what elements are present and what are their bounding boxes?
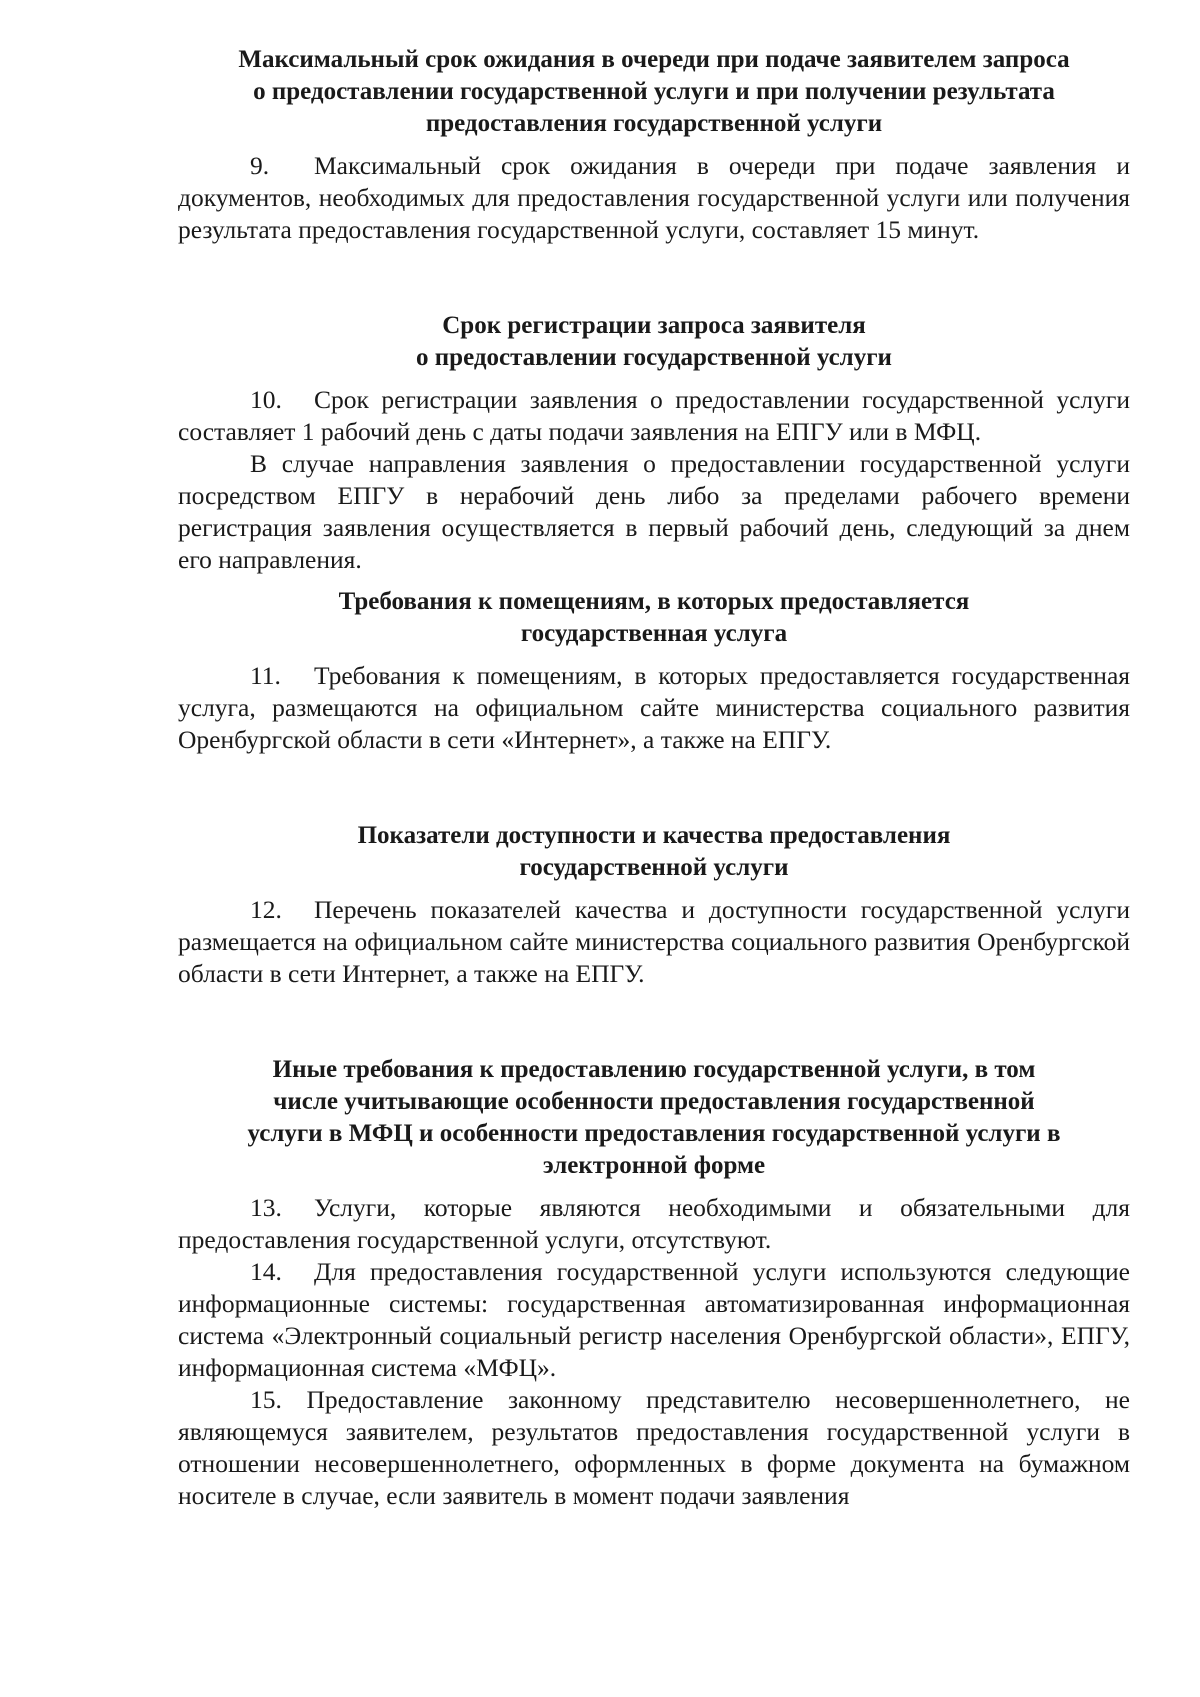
paragraph-12 xyxy=(178,894,1130,990)
heading-line: электронной форме xyxy=(542,1152,766,1179)
paragraph-14 xyxy=(178,1256,1130,1384)
paragraph-text: Требования к помещениям, в которых предоставляется государственная услуга, размещаются на официальном сайте министерства социального развития Оренбургской области в сети «Интернет», а также на ЕПГУ. xyxy=(178,661,1130,754)
paragraph-number: 15. xyxy=(250,1385,282,1414)
heading-line: Иные требования к предоставлению государственной услуги, в том xyxy=(272,1056,1036,1083)
paragraph-9 xyxy=(178,150,1130,246)
paragraph-10-continued xyxy=(178,448,1130,576)
paragraph-text: Предоставление законному представителю несовершеннолетнего, не являющемуся заявителем, результатов предоставления государственной услуги в отношении несовершеннолетнего, оформленных в форме документа на бумажном носителе в случае, если заявитель в момент подачи заявления xyxy=(178,1385,1131,1510)
paragraph-number: 10. xyxy=(250,385,282,414)
paragraph-text: Услуги, которые являются необходимыми и обязательными для предоставления государственной услуги, отсутствуют. xyxy=(178,1193,1130,1254)
paragraph-10 xyxy=(178,384,1130,448)
heading-line: Требования к помещениям, в которых предоставляется xyxy=(338,588,970,615)
document-page xyxy=(178,44,1130,1512)
heading-line: Срок регистрации запроса заявителя xyxy=(442,312,866,339)
paragraph-text: Для предоставления государственной услуги используются следующие информационные системы: государственная автоматизированная информационная система «Электронный социальный регистр населения Оренбургской области», ЕПГУ, информационная система «МФЦ». xyxy=(178,1257,1130,1382)
heading-line: о предоставлении государственной услуги и при получении результата xyxy=(253,78,1055,105)
heading-queue-wait-time xyxy=(178,44,1130,140)
paragraph-text: Максимальный срок ожидания в очереди при подаче заявления и документов, необходимых для предоставления государственной услуги или получения результата предоставления государственной услуги, составляет 15 минут. xyxy=(178,151,1130,244)
heading-line: о предоставлении государственной услуги xyxy=(416,344,892,371)
paragraph-text: Срок регистрации заявления о предоставлении государственной услуги составляет 1 рабочий день с даты подачи заявления на ЕПГУ или в МФЦ. xyxy=(178,385,1130,446)
paragraph-number: 9. xyxy=(250,151,270,180)
paragraph-number: 14. xyxy=(250,1257,282,1286)
heading-line: Максимальный срок ожидания в очереди при подаче заявителем запроса xyxy=(238,46,1070,73)
paragraph-11 xyxy=(178,660,1130,756)
heading-premises-requirements xyxy=(178,586,1130,650)
heading-other-requirements xyxy=(178,1054,1130,1182)
paragraph-number: 11. xyxy=(250,661,281,690)
heading-line: числе учитывающие особенности предоставления государственной xyxy=(273,1088,1035,1115)
paragraph-15 xyxy=(178,1384,1130,1512)
paragraph-number: 13. xyxy=(250,1193,282,1222)
heading-line: Показатели доступности и качества предоставления xyxy=(357,822,951,849)
heading-line: предоставления государственной услуги xyxy=(425,110,883,137)
paragraph-13 xyxy=(178,1192,1130,1256)
heading-line: услуги в МФЦ и особенности предоставления государственной услуги в xyxy=(247,1120,1061,1147)
heading-line: государственной услуги xyxy=(519,854,789,881)
paragraph-text: Перечень показателей качества и доступности государственной услуги размещается на официальном сайте министерства социального развития Оренбургской области в сети Интернет, а также на ЕПГУ. xyxy=(178,895,1130,988)
heading-accessibility-quality xyxy=(178,820,1130,884)
paragraph-number: 12. xyxy=(250,895,282,924)
paragraph-text: В случае направления заявления о предоставлении государственной услуги посредством ЕПГУ в нерабочий день либо за пределами рабочего времени регистрация заявления осуществляется в первый рабочий день, следующий за днем его направления. xyxy=(178,449,1130,574)
heading-registration-term xyxy=(178,310,1130,374)
heading-line: государственная услуга xyxy=(520,620,788,647)
